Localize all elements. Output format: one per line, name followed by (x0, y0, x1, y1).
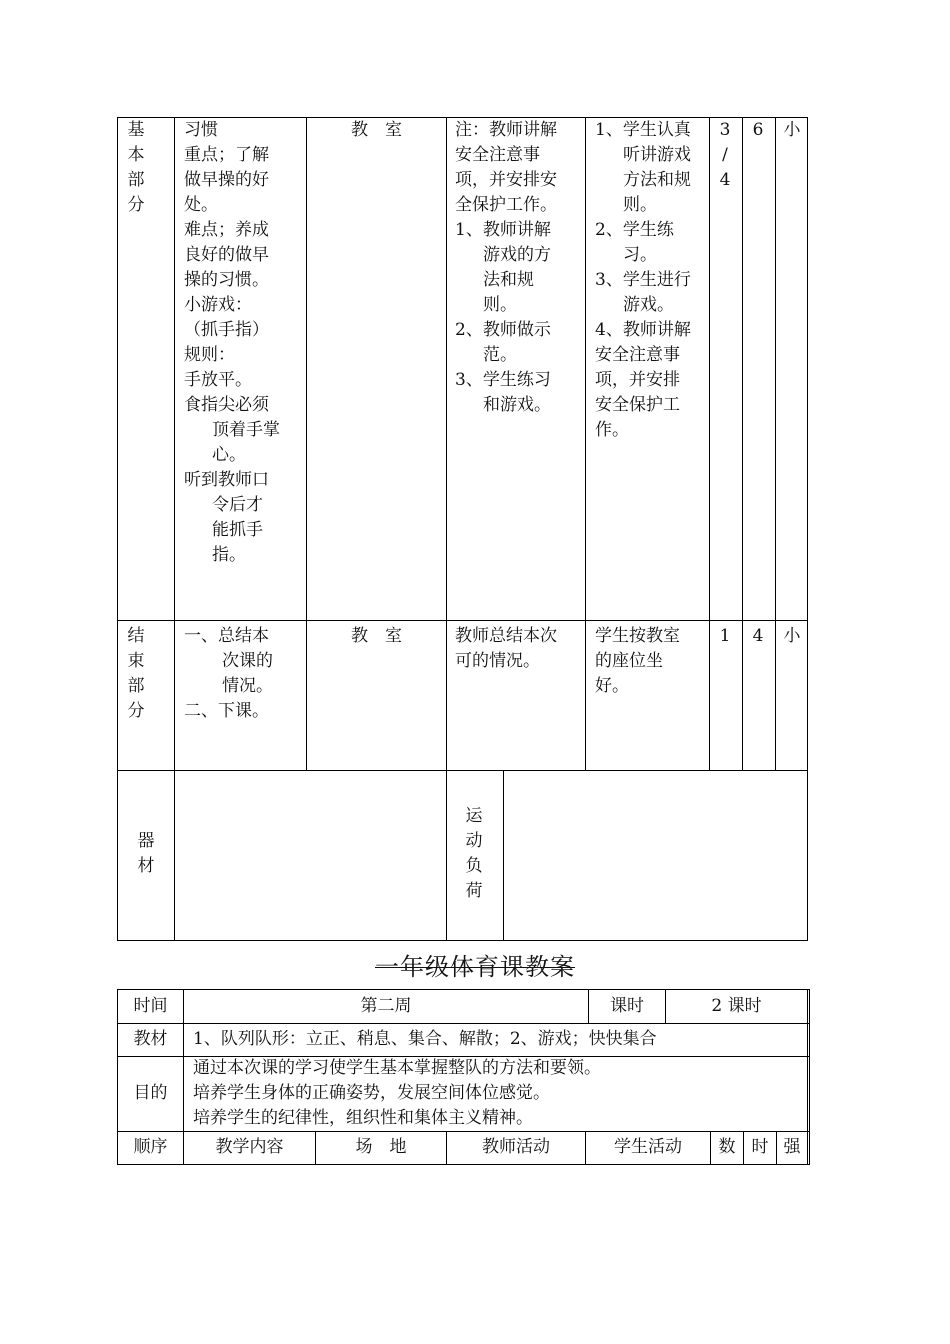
basic-section-count: 3 / 4 (719, 120, 731, 190)
time-label: 时间 (133, 996, 168, 1016)
basic-section-venue: 教 室 (351, 120, 402, 140)
header-time: 时 (751, 1137, 769, 1157)
header-intensity: 强 (783, 1137, 801, 1157)
goal-label: 目的 (133, 1083, 168, 1103)
ending-section-label: 结 束 部 分 (127, 626, 145, 721)
header-venue: 场 地 (355, 1137, 407, 1157)
goal-list: 通过本次课的学习使学生基本掌握整队的方法和要领。 培养学生身体的正确姿势，发展空间体位感觉。 培养学生的纪律性，组织性和集体主义精神。 (193, 1058, 601, 1128)
header-order: 顺序 (133, 1137, 168, 1157)
basic-section-teacher-activity: 注：教师讲解 安全注意事 项，并安排安 全保护工作。 1、教师讲解 游戏的方 法和规 则。 2、教师做示 范。 3、学生练习 和游戏。 (455, 120, 557, 415)
page-title: 一年级体育课教案 (375, 953, 575, 981)
basic-section-intensity: 小 (783, 120, 801, 140)
period-label: 课时 (610, 996, 644, 1016)
material-label: 教材 (133, 1029, 168, 1049)
header-count: 数 (718, 1137, 736, 1157)
time-value: 第二周 (360, 996, 412, 1016)
ending-section-intensity: 小 (783, 626, 801, 646)
material-value: 1、队列队形：立正、稍息、集合、解散；2、游戏；快快集合 (193, 1029, 657, 1049)
basic-section-label: 基 本 部 分 (127, 120, 145, 215)
ending-section-venue: 教 室 (351, 626, 402, 646)
basic-section-content: 习惯 重点；了解 做早操的好 处。 难点；养成 良好的做早 操的习惯。 小游戏： （抓手指） 规则： 手放平。 食指尖必须 顶着手掌 心。 听到教师口 令后才 能抓手 指。 (184, 120, 280, 565)
header-student-activity: 学生活动 (614, 1137, 682, 1157)
ending-section-count: 1 (719, 626, 731, 646)
header-teacher-activity: 教师活动 (482, 1137, 550, 1157)
ending-section-time: 4 (752, 626, 764, 646)
ending-section-student-activity: 学生按教室 的座位坐 好。 (595, 626, 680, 696)
period-value: 2 课时 (711, 996, 762, 1016)
header-content: 教学内容 (215, 1137, 284, 1157)
equipment-label: 器 材 (137, 831, 155, 876)
ending-section-teacher-activity: 教师总结本次 可的情况。 (455, 626, 557, 671)
basic-section-student-activity: 1、学生认真 听讲游戏 方法和规 则。 2、学生练 习。 3、学生进行 游戏。 4、教师讲解 安全注意事 项，并安排 安全保护工 作。 (595, 120, 691, 440)
basic-section-time: 6 (752, 120, 764, 140)
ending-section-content: 一、总结本 次课的 情况。 二、下课。 (184, 626, 273, 721)
exercise-load-label: 运 动 负 荷 (465, 806, 483, 901)
